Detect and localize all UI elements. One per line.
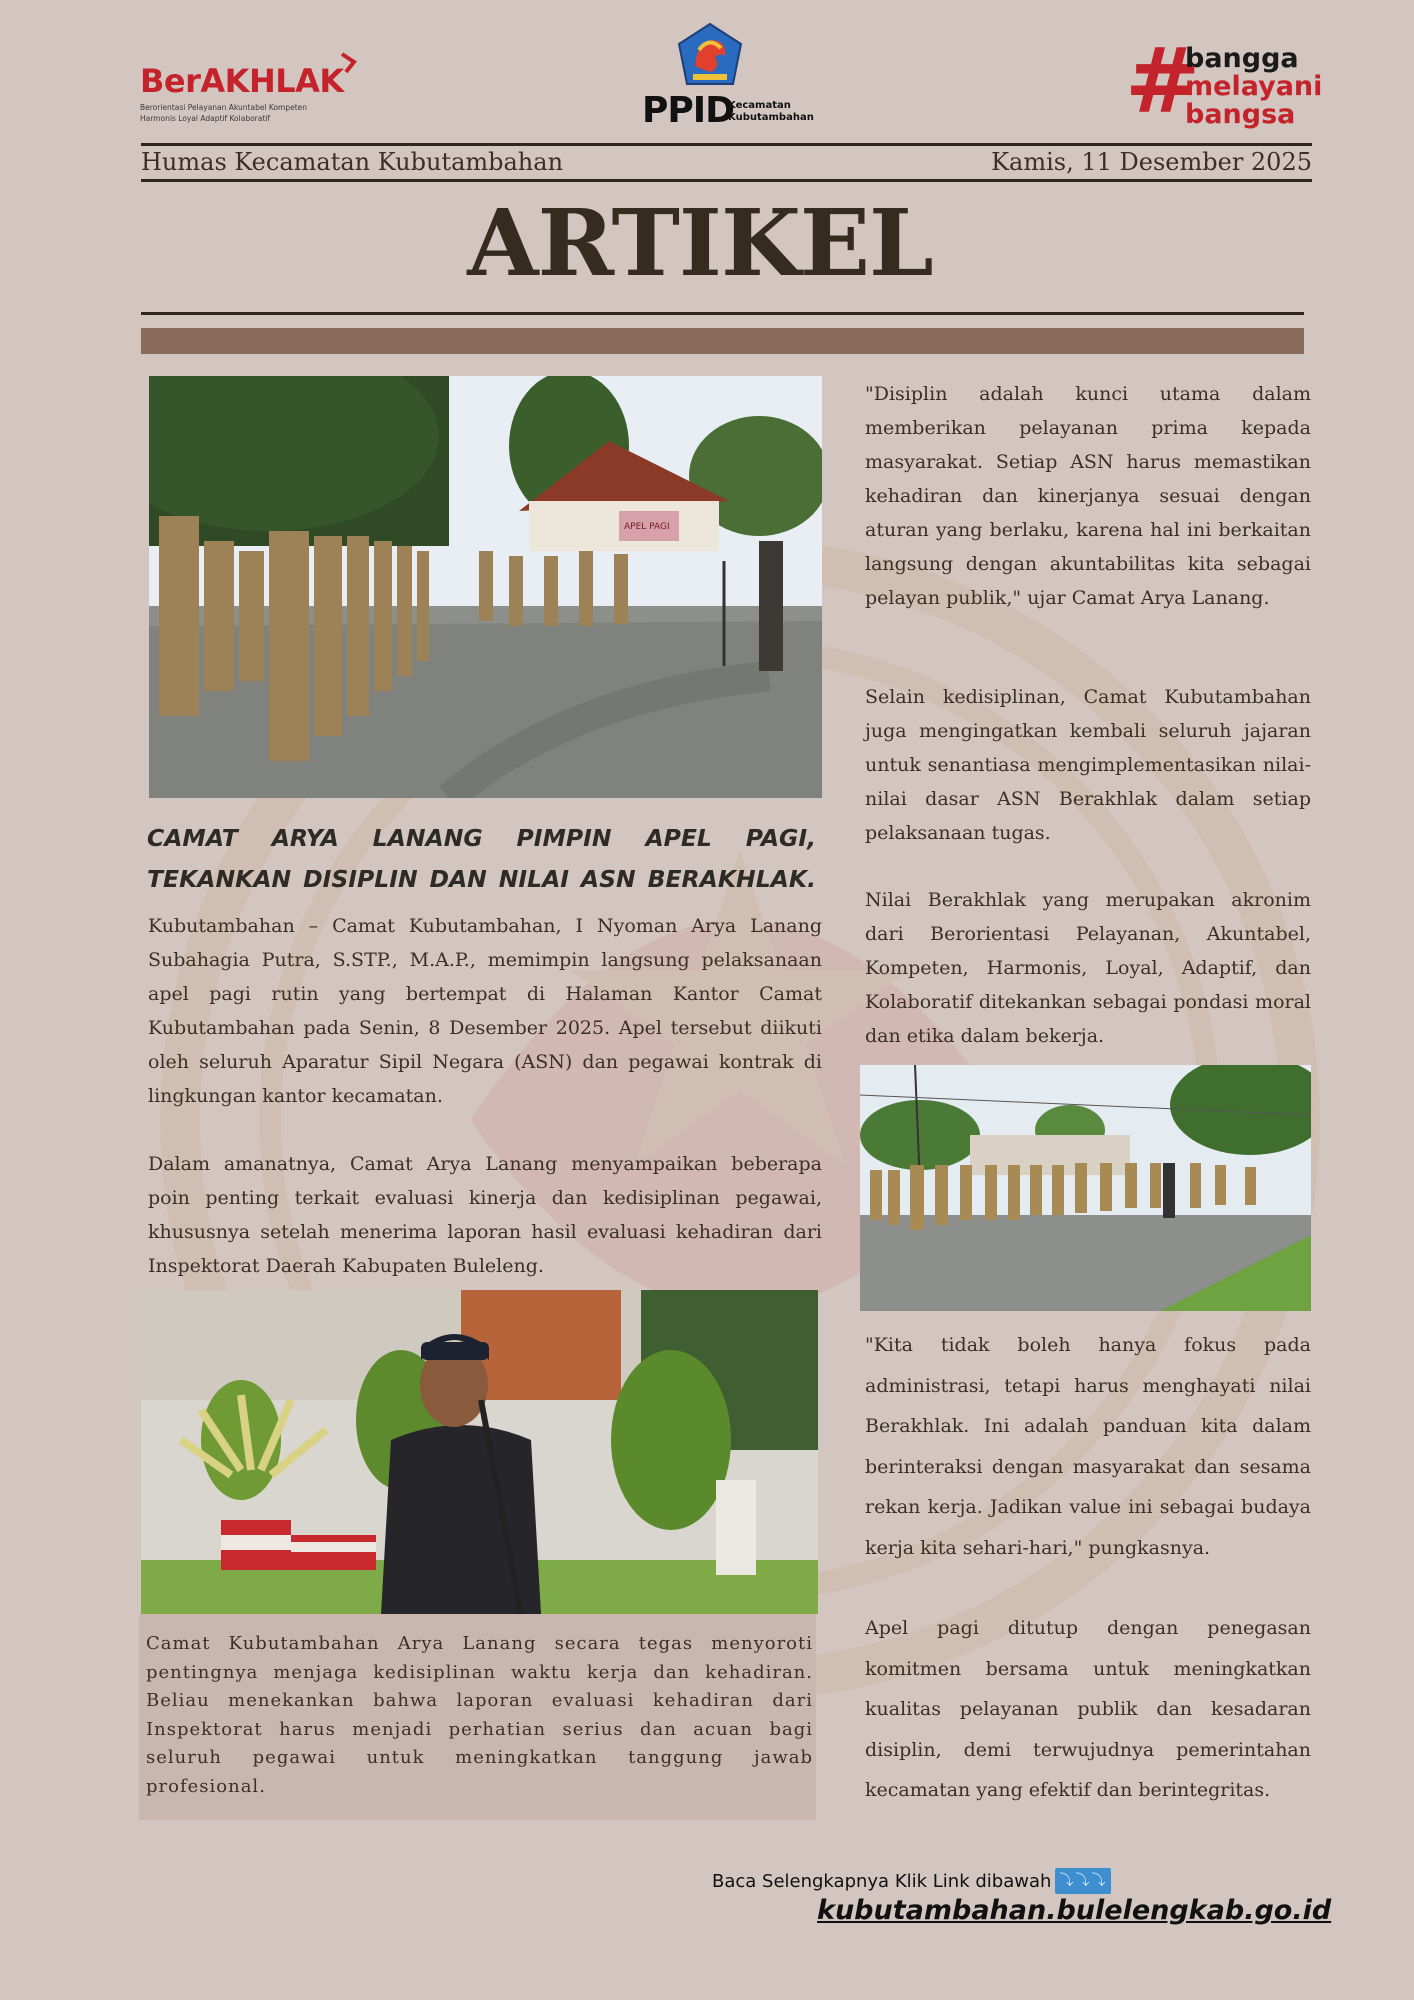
article-quote-discipline: "Disiplin adalah kunci utama dalam memberikan pelayanan prima kepada masyarakat. Setiap ASN harus memastikan kehadiran dan kinerjanya sesuai dengan aturan yang berlaku, karena hal ini berkaitan langsung dengan akuntabilitas kita sebagai pelayan publik," ujar Camat Arya Lanang. xyxy=(865,383,1311,609)
banner-text: APEL PAGI xyxy=(624,522,670,532)
read-more-label: Baca Selengkapnya Klik Link dibawah xyxy=(712,1871,1052,1892)
logo-word-ber: Ber xyxy=(140,62,201,100)
campaign-word-2: melayani xyxy=(1185,71,1323,102)
photo-caption: Camat Kubutambahan Arya Lanang secara tegas menyoroti pentingnya menjaga kedisiplinan waktu kerja dan kehadiran. Beliau menekankan bahwa laporan evaluasi kehadiran dari Inspektorat harus menjadi perhatian serius dan acuan bagi seluruh pegawai untuk meningkatkan tanggung jawab profesional. xyxy=(146,1633,813,1797)
logo-tagline-line2: Harmonis Loyal Adaptif Kolaboratif xyxy=(140,114,271,123)
publisher-name: Humas Kecamatan Kubutambahan xyxy=(141,148,564,176)
bangga-melayani-bangsa-logo xyxy=(1125,29,1325,135)
ppid-sub-line1: Kecamatan xyxy=(728,100,791,111)
ppid-word: PPID xyxy=(642,90,735,131)
title-rule xyxy=(141,312,1304,315)
title-band xyxy=(141,328,1304,354)
campaign-word-1: bangga xyxy=(1185,43,1299,74)
article-paragraph-mandate: Dalam amanatnya, Camat Arya Lanang menyampaikan beberapa poin penting terkait evaluasi kinerja dan kedisiplinan pegawai, khususnya setelah menerima laporan hasil evaluasi kehadiran dari Inspektorat Daerah Kabupaten Buleleng. xyxy=(148,1153,822,1277)
photo-assembly-street xyxy=(860,1065,1311,1311)
campaign-word-3: bangsa xyxy=(1185,99,1296,130)
buleleng-emblem-icon xyxy=(675,22,745,92)
logo-word-akhlak: AKHLAK xyxy=(200,62,344,100)
article-paragraph-berakhlak-reminder: Selain kedisiplinan, Camat Kubutambahan juga mengingatkan kembali seluruh jajaran untuk senantiasa mengimplementasikan nilai-nilai dasar ASN Berakhlak dalam setiap pelaksanaan tugas. xyxy=(865,686,1311,844)
article-headline: CAMAT ARYA LANANG PIMPIN APEL PAGI, TEKANKAN DISIPLIN DAN NILAI ASN BERAKHLAK. xyxy=(147,824,816,893)
photo-camat-speech xyxy=(141,1290,818,1614)
article-quote-administration: "Kita tidak boleh hanya fokus pada administrasi, tetapi harus menghayati nilai Berakhlak. Ini adalah panduan kita dalam berinteraksi dengan masyarakat dan sesama rekan kerja. Jadikan value ini sebagai budaya kerja kita sehari-hari," pungkasnya. xyxy=(865,1334,1311,1559)
article-paragraph-berakhlak-acronym: Nilai Berakhlak yang merupakan akronim dari Berorientasi Pelayanan, Akuntabel, Kompeten, Harmonis, Loyal, Adaptif, dan Kolaboratif ditekankan sebagai pondasi moral dan etika dalam bekerja. xyxy=(865,889,1311,1047)
article-paragraph-intro: Kubutambahan – Camat Kubutambahan, I Nyoman Arya Lanang Subahagia Putra, S.STP., M.A.P., memimpin langsung pelaksanaan apel pagi rutin yang bertempat di Halaman Kantor Camat Kubutambahan pada Senin, 8 Desember 2025. Apel tersebut diikuti oleh seluruh Aparatur Sipil Negara (ASN) dan pegawai kontrak di lingkungan kantor kecamatan. xyxy=(148,915,822,1107)
article-paragraph-closing: Apel pagi ditutup dengan penegasan komitmen bersama untuk meningkatkan kualitas pelayanan publik dan kesadaran disiplin, demi terwujudnya pemerintahan kecamatan yang efektif dan berintegritas. xyxy=(865,1617,1311,1801)
publication-date: Kamis, 11 Desember 2025 xyxy=(991,148,1312,176)
arrow-down-icon: ⤵⤵⤵ xyxy=(1055,1868,1111,1894)
page-title: ARTIKEL xyxy=(467,189,933,297)
hashtag-icon: # xyxy=(1125,29,1201,134)
berakhlak-logo xyxy=(140,52,380,132)
ppid-logo xyxy=(640,22,840,132)
masthead-rule-bottom xyxy=(141,179,1312,182)
website-link[interactable]: kubutambahan.bulelengkab.go.id xyxy=(817,1895,1332,1926)
read-more-text xyxy=(712,1868,1111,1895)
ppid-sub-line2: Kubutambahan xyxy=(728,112,814,123)
photo-morning-assembly xyxy=(149,376,822,798)
logo-tagline-line1: Berorientasi Pelayanan Akuntabel Kompeten xyxy=(140,103,308,112)
ppid-subtitle xyxy=(728,100,814,124)
logo-arrow-icon xyxy=(340,52,358,74)
